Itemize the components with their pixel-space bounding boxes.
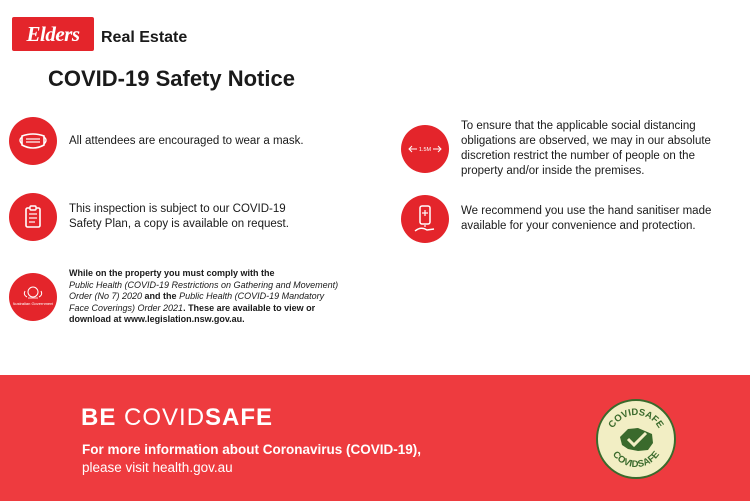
distancing-text [461, 119, 711, 179]
gov-act-2: Public Health (COVID-19 Mandatory [179, 291, 325, 301]
gov-line-4 [69, 303, 338, 315]
sanitiser-icon [401, 195, 449, 243]
be-word: BE [81, 404, 125, 431]
info-line-2: please visit health.gov.au [82, 460, 233, 475]
australia-check-icon [598, 401, 674, 477]
gov-available: . These are available to view or [183, 302, 316, 313]
mask-icon [9, 117, 57, 165]
gov-and: and the [142, 291, 180, 301]
distance-line-4: property and/or inside the premises. [461, 165, 645, 177]
notice-item-government [9, 268, 338, 326]
be-covidsafe-heading [81, 404, 273, 432]
logo-text: Elders [26, 21, 80, 46]
sanitiser-line-1: We recommend you use the hand sanitiser made [461, 205, 712, 217]
government-crest-icon [9, 273, 57, 321]
sanitiser-text [461, 204, 711, 234]
gov-line-2 [69, 280, 338, 292]
page-title: COVID-19 Safety Notice [48, 66, 295, 91]
safety-plan-text [69, 202, 289, 232]
distance-label: 1.5M [418, 147, 432, 153]
badge-text-bottom: COVIDSAFE [610, 449, 662, 471]
notice-item-distancing [401, 119, 711, 179]
gov-order-1: Order (No 7) 2020 [69, 291, 143, 301]
covidsafe-footer [0, 375, 750, 501]
notice-item-sanitiser [401, 195, 711, 243]
mask-text: All attendees are encouraged to wear a mask. [69, 134, 304, 147]
svg-text:COVIDSAFE [610, 449, 662, 470]
badge-text-top: COVIDSAFE [606, 406, 666, 431]
sanitiser-line-2: available for your convenience and protection. [461, 220, 696, 232]
notice-item-safety-plan [9, 193, 289, 241]
government-text [69, 268, 338, 326]
gov-line-3 [69, 291, 338, 303]
distance-line-3: discretion restrict the number of people on the [461, 150, 695, 162]
safety-plan-line-1: This inspection is subject to our COVID-19 [69, 203, 286, 215]
gov-line-1: While on the property you must comply with the [69, 268, 275, 278]
safety-plan-line-2: Safety Plan, a copy is available on request. [69, 218, 289, 230]
svg-text:COVIDSAFE [606, 407, 665, 430]
covid-word: COVID [124, 404, 206, 431]
distance-line-2: obligations are observed, we may in our absolute [461, 135, 711, 147]
covidsafe-badge [596, 399, 676, 479]
clipboard-icon [9, 193, 57, 241]
info-line-1: For more information about Coronavirus (COVID-19), [82, 442, 422, 457]
government-crest-label: Australian Government [13, 300, 53, 306]
notice-item-mask [9, 117, 304, 165]
distance-line-1: To ensure that the applicable social distancing [461, 120, 696, 132]
brand-suffix: Real Estate [101, 29, 188, 46]
gov-line-5: download at www.legislation.nsw.gov.au. [69, 314, 245, 324]
gov-order-2: Face Coverings) Order 2021 [69, 302, 184, 313]
elders-logo [12, 17, 94, 51]
distance-icon [401, 125, 449, 173]
gov-act-1: Public Health (COVID-19 Restrictions on Gathering and Movement) [69, 279, 339, 290]
safe-word: SAFE [205, 404, 274, 431]
